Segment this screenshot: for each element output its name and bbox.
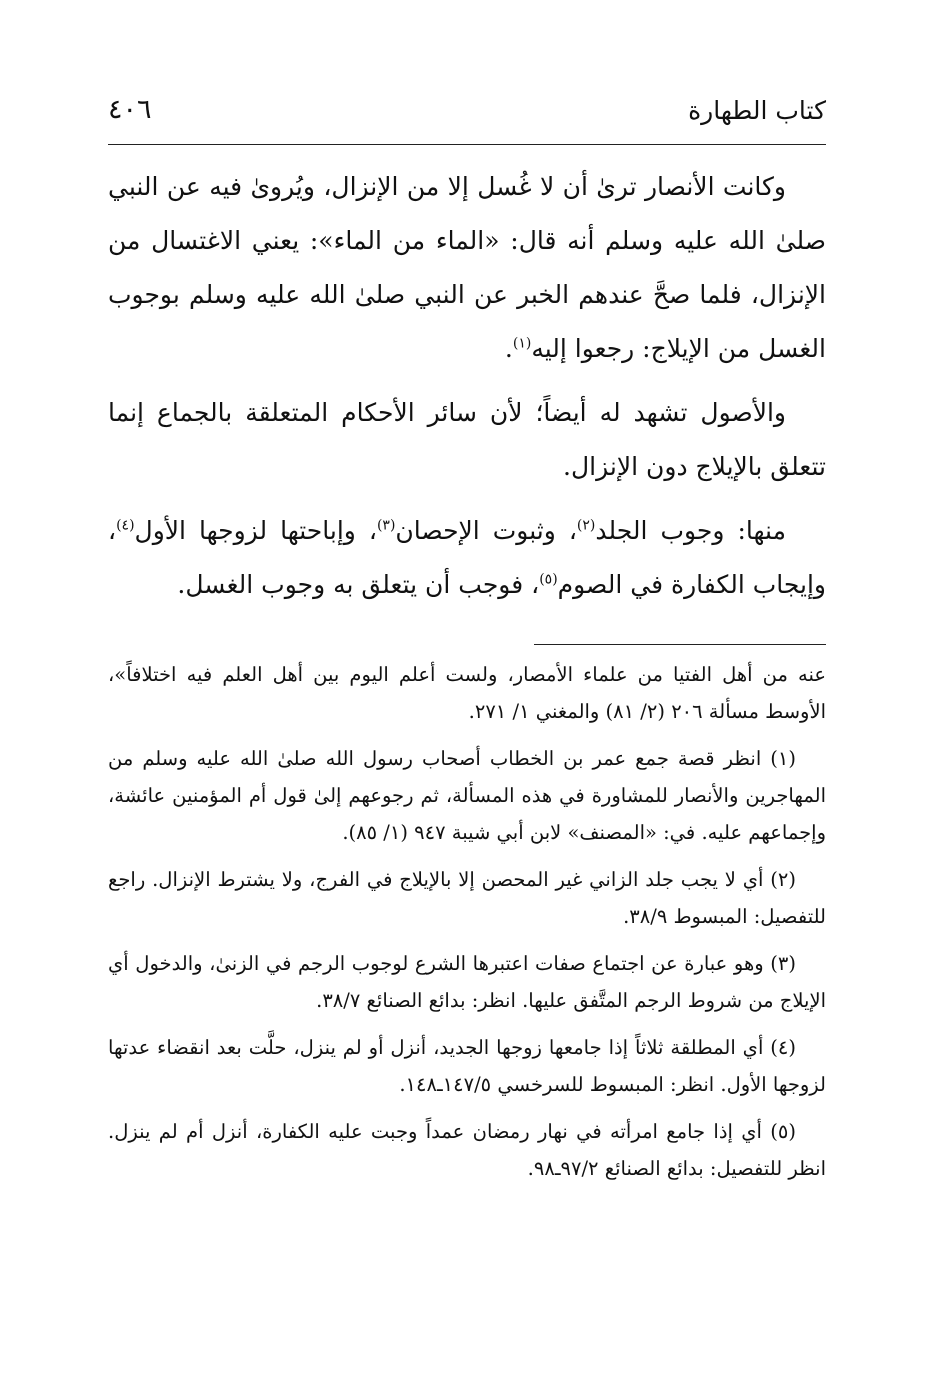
footnote-ref-2[interactable]: (٢) (576, 517, 596, 534)
footnote-ref-5[interactable]: (٥) (539, 571, 558, 588)
footnote-1: (١) انظر قصة جمع عمر بن الخطاب أصحاب رسول الله صلىٰ الله عليه وسلم من المهاجرين والأنصار للمشاورة في هذه المسألة، ثم رجوعهم إلىٰ قول أم المؤمنين عائشة، وإجماعهم عليه. في: «المصنف» لابن أبي شيبة ٩٤٧ (١/ ٨٥). (108, 747, 826, 844)
footnote-ref-3[interactable]: (٣) (376, 517, 396, 534)
footnotes (108, 656, 826, 1197)
page-number: ٤٠٦ (108, 94, 152, 125)
paragraph-1-text: وكانت الأنصار ترىٰ أن لا غُسل إلا من الإنزال، ويُروىٰ فيه عن النبي صلىٰ الله عليه وسلم أنه قال: «الماء من الماء»: يعني الاغتسال من الإنزال، فلما صحَّ عندهم الخبر عن النبي صلىٰ الله عليه وسلم بوجوب الغسل من الإيلاج: رجعوا إليه (108, 172, 826, 363)
paragraph-1 (108, 160, 826, 376)
book-title: كتاب الطهارة (688, 96, 826, 125)
paragraph-3 (108, 504, 826, 612)
main-text (108, 160, 826, 622)
footnote-ref-1[interactable]: (١) (512, 335, 532, 352)
paragraph-3-part-d: ، وإيجاب الكفارة في الصوم (108, 516, 826, 599)
header-rule (108, 144, 826, 145)
running-header (108, 90, 826, 140)
paragraph-3-part-b: ، وثبوت الإحصان (395, 516, 577, 545)
footnote-2: (٢) أي لا يجب جلد الزاني غير المحصن إلا بالإيلاج في الفرج، ولا يشترط الإنزال. راجع للتفصيل: المبسوط ٣٨/٩. (108, 868, 826, 928)
paragraph-3-part-c: ، وإباحتها لزوجها الأول (134, 516, 377, 545)
paragraph-3-part-a: منها: وجوب الجلد (595, 516, 786, 545)
paragraph-2: والأصول تشهد له أيضاً؛ لأن سائر الأحكام المتعلقة بالجماع إنما تتعلق بالإيلاج دون الإنزال. (108, 398, 826, 481)
footnote-5: (٥) أي إذا جامع امرأته في نهار رمضان عمداً وجبت عليه الكفارة، أنزل أم لم ينزل. انظر للتفصيل: بدائع الصنائع ٩٧/٢ـ٩٨. (108, 1120, 826, 1180)
paragraph-3-part-e: ، فوجب أن يتعلق به وجوب الغسل. (177, 570, 540, 599)
footnote-4: (٤) أي المطلقة ثلاثاً إذا جامعها زوجها الجديد، أنزل أو لم ينزل، حلَّت بعد انقضاء عدتها لزوجها الأول. انظر: المبسوط للسرخسي ١٤٧/٥ـ١٤٨. (108, 1036, 826, 1096)
footnote-continuation: عنه من أهل الفتيا من علماء الأمصار، ولست أعلم اليوم بين أهل العلم فيه اختلافاً»، الأوسط مسألة ٢٠٦ (٢/ ٨١) والمغني ١/ ٢٧١. (108, 663, 826, 723)
footnote-separator (534, 644, 826, 645)
footnote-ref-4[interactable]: (٤) (116, 517, 135, 534)
paragraph-1-end: . (504, 334, 513, 363)
footnote-3: (٣) وهو عبارة عن اجتماع صفات اعتبرها الشرع لوجوب الرجم في الزنىٰ، والدخول أي الإيلاج من شروط الرجم المتَّفق عليها. انظر: بدائع الصنائع ٣٨/٧. (108, 952, 826, 1012)
